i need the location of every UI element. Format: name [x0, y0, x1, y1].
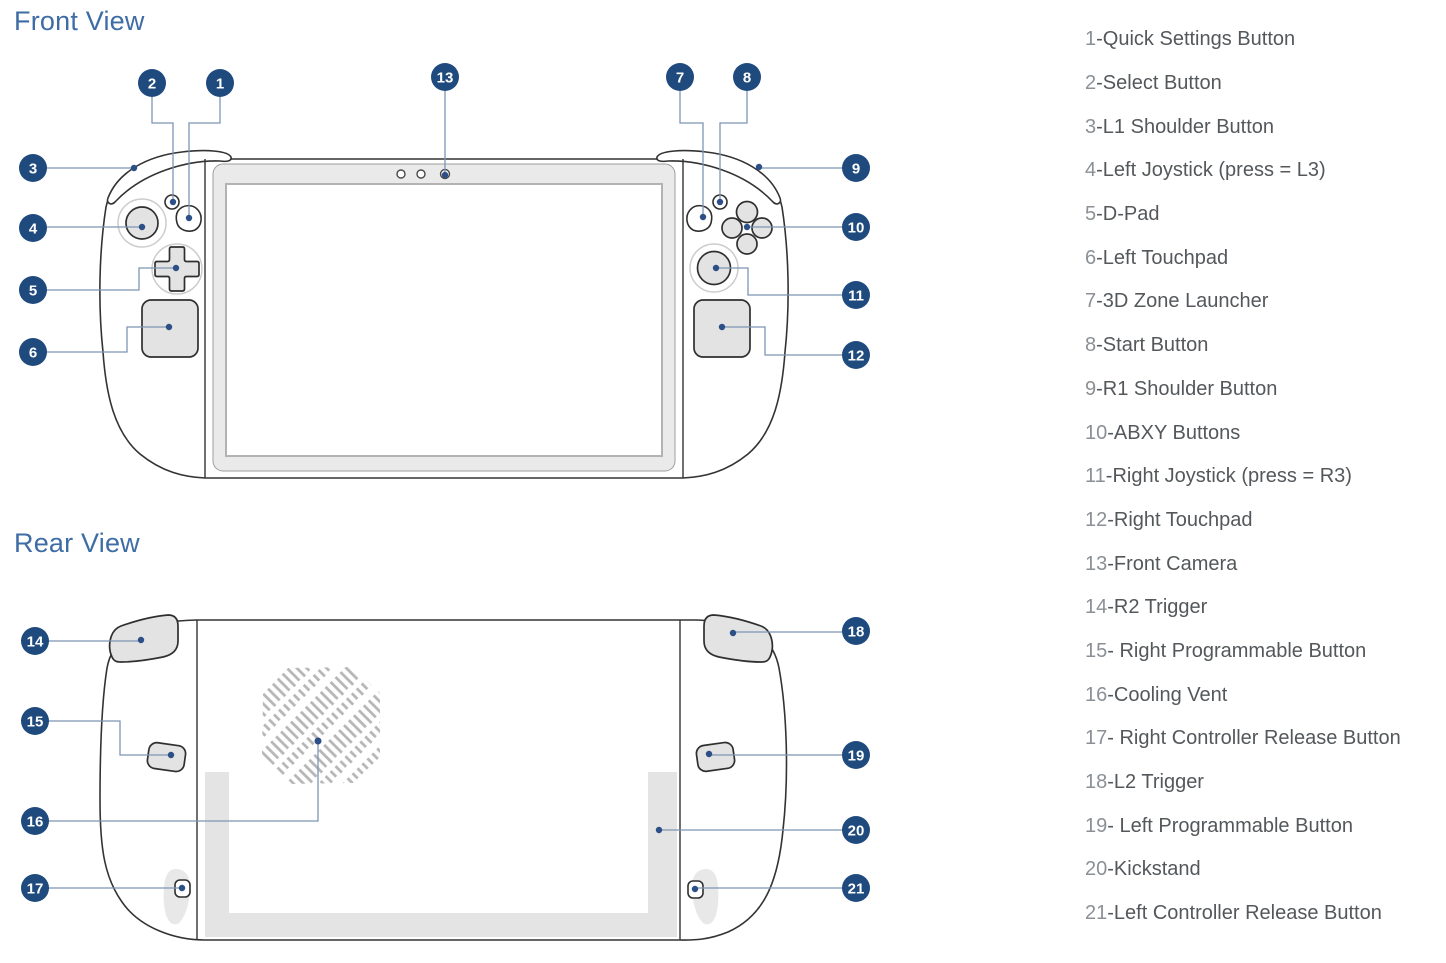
- callout-2: [138, 69, 166, 97]
- legend-item-19: [1085, 804, 1446, 848]
- legend-item-16: [1085, 673, 1446, 717]
- callout-3: [19, 154, 47, 182]
- legend-label: R2 Trigger: [1113, 596, 1208, 619]
- sensor-dot: [417, 170, 425, 178]
- legend-number: 20: [1085, 858, 1108, 881]
- legend-separator: -: [1107, 771, 1114, 794]
- svg-text:11: 11: [848, 287, 864, 305]
- svg-text:18: 18: [847, 623, 865, 641]
- legend-separator: -: [1107, 639, 1114, 662]
- legend-label: R1 Shoulder Button: [1102, 377, 1278, 400]
- legend-number: 9: [1085, 377, 1097, 400]
- legend-number: 15: [1085, 639, 1108, 662]
- legend-label: ABXY Buttons: [1113, 421, 1241, 444]
- legend-label: L2 Trigger: [1113, 771, 1204, 794]
- legend-separator: -: [1107, 683, 1114, 706]
- svg-text:16: 16: [26, 813, 44, 831]
- legend-label: D-Pad: [1102, 203, 1160, 226]
- legend-separator: -: [1096, 72, 1103, 95]
- leader-dot: [706, 751, 712, 757]
- legend-number: 12: [1085, 508, 1108, 531]
- leader-dot: [744, 224, 750, 230]
- leader-dot: [186, 215, 192, 221]
- abxy-button-bottom: [737, 234, 757, 254]
- legend-item-20: [1085, 848, 1446, 892]
- legend-label: Right Joystick (press = R3): [1112, 465, 1352, 488]
- legend-label: Right Touchpad: [1113, 508, 1253, 531]
- svg-text:10: 10: [847, 219, 865, 237]
- rear-device-body: [100, 620, 786, 940]
- callout-9: [842, 154, 870, 182]
- callout-1: [206, 69, 234, 97]
- l2-trigger: [704, 615, 772, 662]
- legend-number: 17: [1085, 727, 1108, 750]
- svg-text:15: 15: [26, 713, 44, 731]
- legend-separator: -: [1107, 552, 1114, 575]
- legend-item-3: [1085, 105, 1446, 149]
- cooling-vent: [262, 667, 380, 784]
- legend-separator: -: [1096, 159, 1103, 182]
- rear-view-diagram: [0, 600, 900, 960]
- callout-12: [842, 341, 870, 369]
- front-view-diagram: [0, 55, 900, 490]
- svg-text:7: 7: [675, 69, 685, 87]
- svg-text:17: 17: [26, 880, 44, 898]
- legend-separator: -: [1096, 246, 1103, 269]
- leader-dot: [756, 164, 762, 170]
- legend-item-21: [1085, 892, 1446, 936]
- legend-label: L1 Shoulder Button: [1102, 115, 1275, 138]
- legend-number: 5: [1085, 203, 1097, 226]
- callout-17: [21, 874, 49, 902]
- svg-text:19: 19: [847, 747, 865, 765]
- leader-dot: [139, 224, 145, 230]
- leader-dot: [173, 265, 179, 271]
- callout-15: [21, 707, 49, 735]
- svg-text:1: 1: [215, 75, 225, 93]
- legend-number: 6: [1085, 246, 1097, 269]
- legend-item-2: [1085, 62, 1446, 106]
- leader-dot: [170, 199, 176, 205]
- legend-item-11: [1085, 455, 1446, 499]
- legend-item-10: [1085, 411, 1446, 455]
- svg-text:13: 13: [436, 69, 454, 87]
- legend-label: Cooling Vent: [1113, 683, 1228, 706]
- callout-4: [19, 214, 47, 242]
- legend-separator: -: [1096, 290, 1103, 313]
- callout-6: [19, 338, 47, 366]
- leader-dot: [442, 172, 448, 178]
- leader-dot: [166, 324, 172, 330]
- legend-item-17: [1085, 717, 1446, 761]
- callout-21: [842, 874, 870, 902]
- legend-number: 13: [1085, 552, 1108, 575]
- legend-label: Left Joystick (press = L3): [1102, 159, 1326, 182]
- leader-dot: [168, 752, 174, 758]
- legend-separator: -: [1107, 902, 1114, 925]
- legend-number: 21: [1085, 902, 1108, 925]
- legend-item-7: [1085, 280, 1446, 324]
- 3d-zone-launcher-button: [687, 206, 712, 232]
- legend-item-8: [1085, 324, 1446, 368]
- legend-number: 10: [1085, 421, 1108, 444]
- legend-item-5: [1085, 193, 1446, 237]
- callout-16: [21, 807, 49, 835]
- legend-item-6: [1085, 236, 1446, 280]
- abxy-button-left: [722, 218, 742, 238]
- callout-7: [666, 63, 694, 91]
- abxy-button-right: [752, 218, 772, 238]
- legend-item-4: [1085, 149, 1446, 193]
- leader-dot: [315, 738, 322, 745]
- legend-label: Front Camera: [1113, 552, 1238, 575]
- legend-label: 3D Zone Launcher: [1102, 290, 1269, 313]
- legend-number: 4: [1085, 159, 1097, 182]
- legend-item-1: [1085, 18, 1446, 62]
- legend-list: [1085, 18, 1446, 935]
- legend-label: Right Controller Release Button: [1113, 727, 1401, 750]
- legend-label: Left Controller Release Button: [1113, 902, 1382, 925]
- sensor-dot: [397, 170, 405, 178]
- legend-separator: -: [1096, 115, 1103, 138]
- legend-number: 2: [1085, 72, 1097, 95]
- callout-20: [842, 816, 870, 844]
- svg-text:5: 5: [28, 282, 38, 300]
- legend-separator: -: [1107, 858, 1114, 881]
- legend-item-9: [1085, 368, 1446, 412]
- left-joystick: [126, 207, 158, 239]
- leader-dot: [179, 885, 185, 891]
- leader-dot: [713, 265, 719, 271]
- legend-number: 14: [1085, 596, 1108, 619]
- legend-number: 19: [1085, 814, 1108, 837]
- legend-label: Kickstand: [1113, 858, 1201, 881]
- legend-label: Left Programmable Button: [1113, 814, 1353, 837]
- callout-11: [842, 281, 870, 309]
- svg-text:9: 9: [851, 160, 861, 178]
- legend-item-15: [1085, 630, 1446, 674]
- leader-dot: [692, 886, 698, 892]
- legend-number: 7: [1085, 290, 1097, 313]
- legend-label: Quick Settings Button: [1102, 28, 1296, 51]
- leader-dot: [131, 165, 137, 171]
- legend-number: 8: [1085, 334, 1097, 357]
- legend-separator: -: [1096, 203, 1103, 226]
- legend-separator: -: [1107, 596, 1114, 619]
- legend-label: Left Touchpad: [1102, 246, 1229, 269]
- callout-8: [733, 63, 761, 91]
- left-programmable-button: [695, 741, 735, 772]
- callout-5: [19, 276, 47, 304]
- right-programmable-button: [146, 742, 186, 773]
- rear-view-title: Rear View: [14, 528, 140, 558]
- legend-item-18: [1085, 761, 1446, 805]
- callout-14: [21, 627, 49, 655]
- leader-dot: [656, 827, 662, 833]
- legend-item-14: [1085, 586, 1446, 630]
- svg-text:21: 21: [847, 880, 865, 898]
- r2-trigger: [110, 615, 178, 662]
- legend-separator: -: [1107, 814, 1114, 837]
- leader-dot: [717, 199, 723, 205]
- callout-18: [842, 617, 870, 645]
- legend-number: 1: [1085, 28, 1097, 51]
- legend-separator: -: [1096, 334, 1103, 357]
- legend-label: Right Programmable Button: [1113, 639, 1367, 662]
- legend-number: 16: [1085, 683, 1108, 706]
- svg-text:14: 14: [26, 633, 44, 651]
- legend-item-12: [1085, 499, 1446, 543]
- svg-text:12: 12: [847, 347, 865, 365]
- leader-dot: [138, 637, 144, 643]
- legend-number: 18: [1085, 771, 1108, 794]
- leader-dot: [719, 324, 725, 330]
- legend-number: 11: [1085, 465, 1106, 488]
- svg-text:8: 8: [742, 69, 752, 87]
- svg-text:4: 4: [28, 220, 38, 238]
- svg-text:6: 6: [28, 344, 38, 362]
- legend-separator: -: [1096, 28, 1103, 51]
- legend-item-13: [1085, 542, 1446, 586]
- legend-separator: -: [1107, 508, 1114, 531]
- callout-10: [842, 213, 870, 241]
- svg-text:3: 3: [28, 160, 38, 178]
- legend-number: 3: [1085, 115, 1097, 138]
- callout-19: [842, 741, 870, 769]
- svg-text:2: 2: [147, 75, 157, 93]
- leader-dot: [700, 214, 706, 220]
- legend-separator: -: [1096, 377, 1103, 400]
- legend-separator: -: [1105, 465, 1113, 488]
- display-screen: [226, 184, 662, 456]
- abxy-button-top: [737, 202, 758, 223]
- front-view-title: Front View: [14, 6, 145, 36]
- callout-13: [431, 63, 459, 91]
- svg-text:20: 20: [847, 822, 865, 840]
- legend-separator: -: [1107, 727, 1114, 750]
- legend-label: Select Button: [1102, 72, 1222, 95]
- legend-separator: -: [1107, 421, 1114, 444]
- legend-label: Start Button: [1102, 334, 1209, 357]
- leader-dot: [730, 630, 736, 636]
